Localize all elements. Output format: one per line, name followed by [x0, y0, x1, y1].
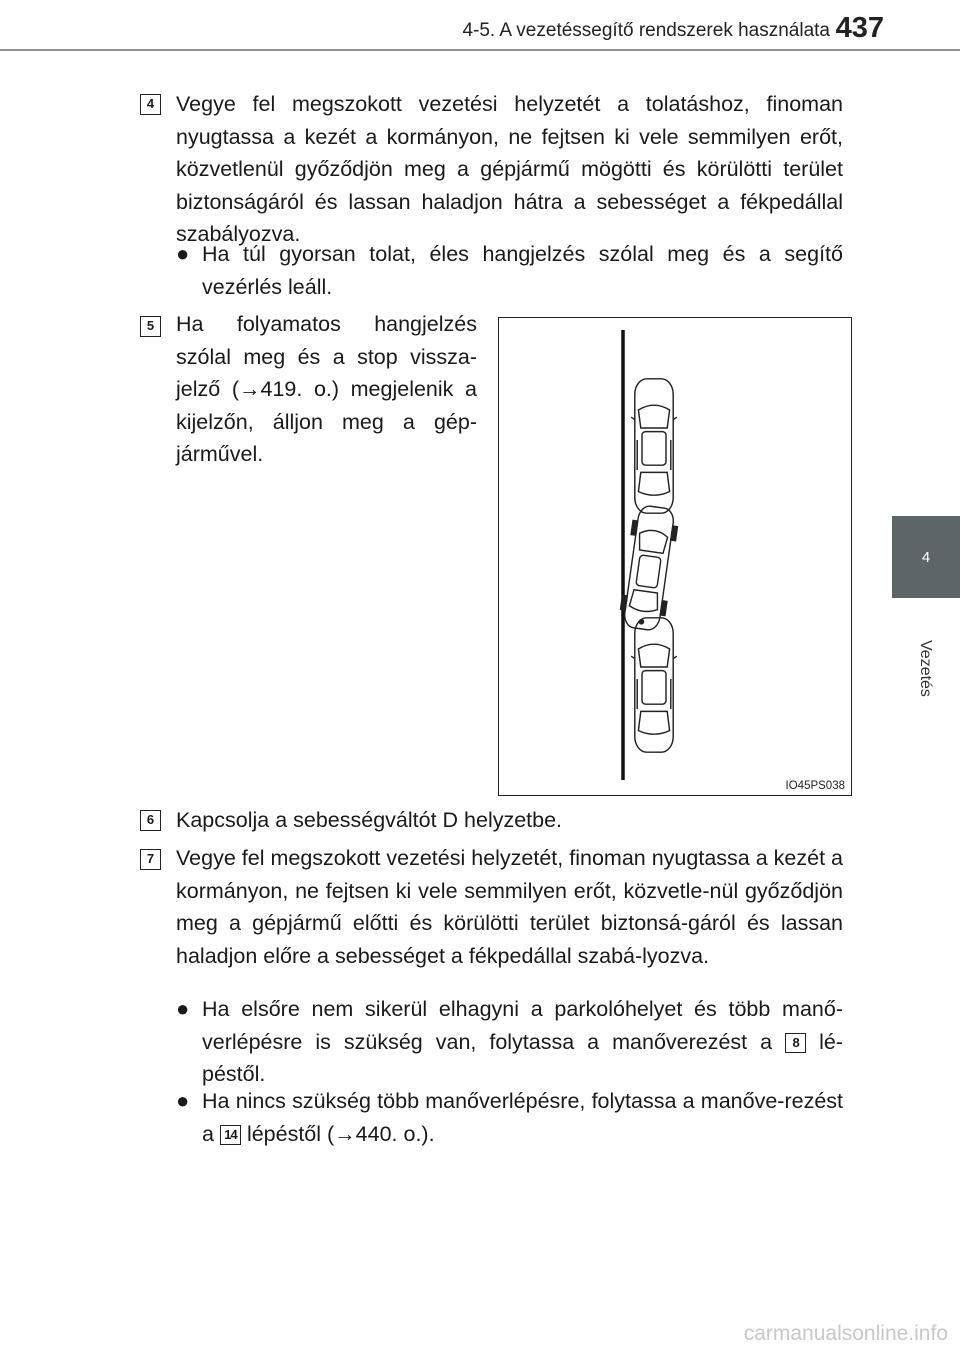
parking-illustration — [498, 317, 852, 796]
step-4-text: Vegye fel megszokott vezetési helyzetét a tolatáshoz, finoman nyugtassa a kezét a kormányon, ne fejtsen ki vele semmilyen erőt, közvetlenül győződjön meg a gépjármű mögötti és körülötti terület biztonságáról és lassan haladjon hátra a sebességet a fékpedállal szabályozva. — [176, 92, 843, 246]
section-title: 4-5. A vezetéssegítő rendszerek használata — [462, 20, 830, 41]
front-parked-car-icon — [631, 379, 677, 513]
step-7-bullet-1 — [176, 993, 843, 1091]
bullet-1-text-start: Ha elsőre nem sikerül elhagyni a parkolóhelyet és több manő-verlépésre is szükség van, folytassa a manőverezést a — [202, 997, 843, 1054]
rear-parked-car-icon — [631, 618, 677, 752]
watermark: carmanualsonline.info — [743, 1322, 948, 1345]
bullet-dot-icon: ● — [176, 241, 190, 266]
step-number-7: 7 — [140, 849, 161, 870]
chapter-number: 4 — [921, 548, 931, 566]
step-6-text: Kapcsolja a sebességváltót D helyzetbe. — [176, 808, 563, 832]
figure-code: IO45PS038 — [785, 780, 845, 792]
bullet-dot-icon: ● — [176, 1088, 190, 1113]
step-5-text: Ha folyamatos hangjelzés szólal meg és a stop vissza-jelző (→419. o.) megjelenik a kijelzőn, álljon meg a gép-járművel. — [176, 312, 477, 466]
chapter-tab[interactable] — [892, 516, 960, 598]
step-4-bullet — [176, 238, 843, 303]
step-4-bullet-text: Ha túl gyorsan tolat, éles hangjelzés szólal meg és a segítő vezérlés leáll. — [202, 242, 843, 299]
header-divider — [0, 49, 960, 51]
page-number: 437 — [835, 12, 884, 44]
step-7-bullet-2 — [176, 1085, 843, 1150]
bullet-2-text-start: Ha nincs szükség több manőverlépésre, folytassa a manőve-rezést a — [202, 1089, 843, 1146]
bullet-1-text-end: lé-péstől. — [202, 1029, 843, 1086]
step-number-5: 5 — [140, 316, 161, 337]
bullet-dot-icon: ● — [176, 996, 190, 1021]
maneuvering-car-icon — [618, 504, 679, 632]
step-7-text: Vegye fel megszokott vezetési helyzetét, finoman nyugtassa a kezét a kormányon, ne fejtsen ki vele semmilyen erőt, közvetle-nül győződjön meg a gépjármű előtti és körülötti terület biztonsá-gáról és lassan haladjon előre a sebességet a fékpedállal szabá-lyozva. — [176, 846, 843, 968]
step-reference-8[interactable]: 8 — [785, 1033, 806, 1053]
step-number-4: 4 — [140, 94, 161, 115]
parking-diagram — [499, 318, 853, 797]
chapter-label: Vezetés — [917, 640, 934, 697]
step-reference-14[interactable]: 14 — [220, 1125, 241, 1145]
step-number-6: 6 — [140, 810, 161, 831]
bullet-2-text-end: lépéstől (→440. o.). — [246, 1121, 435, 1146]
